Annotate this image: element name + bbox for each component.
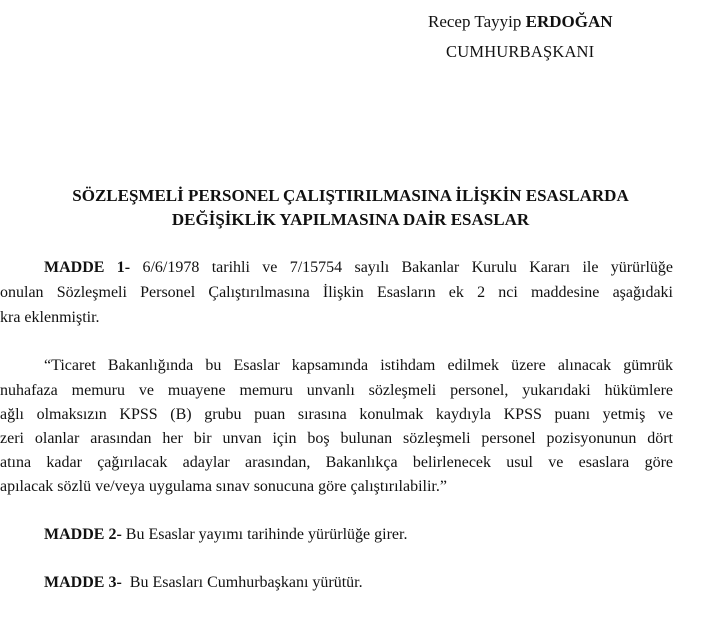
madde-3-text: Bu Esasları Cumhurbaşkanı yürütür. (121, 574, 363, 591)
document-title-line-1: SÖZLEŞMELİ PERSONEL ÇALIŞTIRILMASINA İLİŞKİN ESASLARDA (72, 186, 629, 205)
madde-1-line-1 (0, 259, 673, 277)
signature-first-names: Recep Tayyip (428, 12, 522, 31)
quote-line-4: zeri olanlar arasından her bir unvan için boş bulunan sözleşmeli personel pozisyonunun dört (0, 430, 673, 447)
quote-line-2: nuhafaza memuru ve muayene memuru unvanlı sözleşmeli personel, yukarıdaki hükümlere (0, 382, 673, 399)
document-title-line-2: DEĞİŞİKLİK YAPILMASINA DAİR ESASLAR (171, 210, 530, 229)
madde-3 (44, 574, 363, 592)
madde-1-text-1: 6/6/1978 tarihli ve 7/15754 sayılı Bakanlar Kurulu Kararı ile yürürlüğe (130, 259, 673, 276)
madde-2-text: Bu Esaslar yayımı tarihinde yürürlüğe girer. (121, 526, 408, 543)
madde-1-line-2: onulan Sözleşmeli Personel Çalıştırılmasına İlişkin Esasların ek 2 nci maddesine aşağıdaki (0, 284, 673, 301)
madde-1-line-3: kra eklenmiştir. (0, 309, 100, 326)
signature-name (428, 12, 613, 32)
quote-line-6: apılacak sözlü ve/veya uygulama sınav sonucuna göre çalıştırılabilir.” (0, 478, 447, 495)
madde-2-heading: MADDE 2- (44, 526, 122, 543)
signature-title: CUMHURBAŞKANI (446, 42, 595, 61)
quote-line-5: atına kadar çağırılacak adaylar arasından, Bakanlıkça belirlenecek usul ve esaslara göre (0, 454, 673, 471)
quote-line-1: “Ticaret Bakanlığında bu Esaslar kapsamında istihdam edilmek üzere alınacak gümrük (44, 357, 673, 374)
quote-line-3: ağlı olmaksızın KPSS (B) grubu puan sırasına konulmak kaydıyla KPSS puanı yetmiş ve (0, 406, 673, 423)
madde-2 (44, 526, 407, 544)
madde-1-heading: MADDE 1- (44, 259, 131, 276)
signature-last-name: ERDOĞAN (525, 12, 613, 31)
madde-3-heading: MADDE 3- (44, 574, 122, 591)
